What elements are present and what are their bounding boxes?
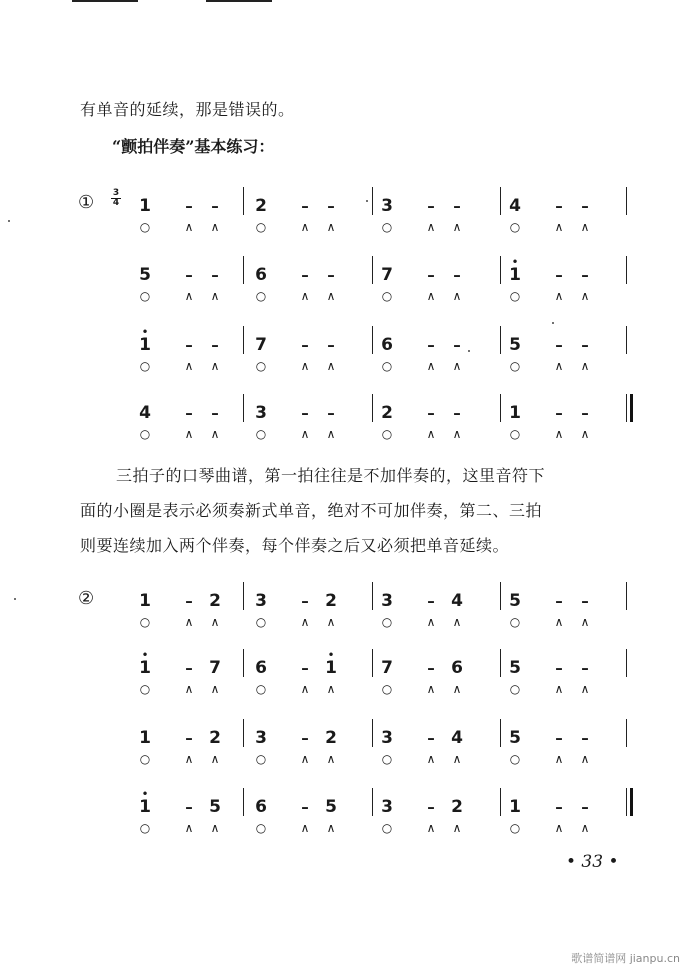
barline xyxy=(500,394,501,422)
single-note-circle: ○ xyxy=(509,359,521,373)
single-note-circle: ○ xyxy=(255,359,267,373)
accompaniment-mark: ∧ xyxy=(184,220,194,234)
note: 7 xyxy=(381,265,393,285)
accompaniment-mark: ∧ xyxy=(326,752,336,766)
sustain-dash: – xyxy=(581,197,589,215)
single-note-circle: ○ xyxy=(255,289,267,303)
accompaniment-mark: ∧ xyxy=(452,289,462,303)
exercise-2-row xyxy=(0,787,690,842)
barline xyxy=(626,326,627,354)
accompaniment-mark: ∧ xyxy=(452,427,462,441)
accompaniment-mark: ∧ xyxy=(580,615,590,629)
accompaniment-mark: ∧ xyxy=(554,359,564,373)
accompaniment-mark: ∧ xyxy=(326,427,336,441)
sustain-dash: – xyxy=(427,729,435,747)
sustain-dash: – xyxy=(185,798,193,816)
sustain-dash: – xyxy=(211,266,219,284)
accompaniment-mark: ∧ xyxy=(452,752,462,766)
exercise-2-row xyxy=(0,648,690,703)
single-note-circle: ○ xyxy=(139,682,151,696)
barline xyxy=(372,394,373,422)
accompaniment-mark: ∧ xyxy=(210,821,220,835)
scan-speck xyxy=(8,220,10,222)
barline xyxy=(372,326,373,354)
note: 2 xyxy=(325,728,337,748)
paragraph-line: 三拍子的口琴曲谱，第一拍往往是不加伴奏的，这里音符下 xyxy=(116,466,546,485)
sustain-dash: – xyxy=(581,798,589,816)
barline xyxy=(243,187,244,215)
accompaniment-mark: ∧ xyxy=(580,359,590,373)
accompaniment-mark: ∧ xyxy=(580,289,590,303)
final-barline xyxy=(626,394,632,422)
single-note-circle: ○ xyxy=(509,427,521,441)
single-note-circle: ○ xyxy=(139,821,151,835)
accompaniment-mark: ∧ xyxy=(300,752,310,766)
single-note-circle: ○ xyxy=(255,821,267,835)
scan-speck xyxy=(366,200,368,202)
accompaniment-mark: ∧ xyxy=(580,752,590,766)
sustain-dash: – xyxy=(453,404,461,422)
sustain-dash: – xyxy=(185,336,193,354)
accompaniment-mark: ∧ xyxy=(426,427,436,441)
barline xyxy=(500,719,501,747)
exercise-2-row xyxy=(0,592,690,636)
sustain-dash: – xyxy=(301,336,309,354)
single-note-circle: ○ xyxy=(381,682,393,696)
single-note-circle: ○ xyxy=(381,752,393,766)
barline xyxy=(372,719,373,747)
sustain-dash: – xyxy=(185,197,193,215)
accompaniment-mark: ∧ xyxy=(300,289,310,303)
note: 4 xyxy=(451,728,463,748)
paragraph-line: 则要连续加入两个伴奏，每个伴奏之后又必须把单音延续。 xyxy=(80,536,510,555)
sustain-dash: – xyxy=(185,592,193,610)
high-octave-dot: • xyxy=(141,648,149,662)
high-octave-dot: • xyxy=(327,648,335,662)
sustain-dash: – xyxy=(301,729,309,747)
accompaniment-mark: ∧ xyxy=(426,289,436,303)
exercise-2-row xyxy=(0,729,690,773)
barline xyxy=(243,649,244,677)
sustain-dash: – xyxy=(453,336,461,354)
sustain-dash: – xyxy=(327,404,335,422)
accompaniment-mark: ∧ xyxy=(426,682,436,696)
barline xyxy=(372,187,373,215)
note: 1 xyxy=(139,196,151,216)
note: 5 xyxy=(325,797,337,817)
accompaniment-mark: ∧ xyxy=(452,615,462,629)
note: 3 xyxy=(255,591,267,611)
accompaniment-mark: ∧ xyxy=(184,682,194,696)
note: 7 xyxy=(255,335,267,355)
barline xyxy=(372,649,373,677)
accompaniment-mark: ∧ xyxy=(184,821,194,835)
barline xyxy=(626,719,627,747)
accompaniment-mark: ∧ xyxy=(326,615,336,629)
note: 6 xyxy=(255,265,267,285)
sustain-dash: – xyxy=(301,404,309,422)
sustain-dash: – xyxy=(427,197,435,215)
single-note-circle: ○ xyxy=(381,427,393,441)
exercise-1-row xyxy=(0,197,690,241)
accompaniment-mark: ∧ xyxy=(326,821,336,835)
note: 1 xyxy=(139,591,151,611)
scan-speck xyxy=(468,350,470,352)
sustain-dash: – xyxy=(555,729,563,747)
barline xyxy=(372,256,373,284)
accompaniment-mark: ∧ xyxy=(326,220,336,234)
note: 2 xyxy=(209,728,221,748)
single-note-circle: ○ xyxy=(255,427,267,441)
sustain-dash: – xyxy=(427,592,435,610)
accompaniment-mark: ∧ xyxy=(580,427,590,441)
note: 1 xyxy=(509,265,521,285)
accompaniment-mark: ∧ xyxy=(210,359,220,373)
single-note-circle: ○ xyxy=(381,615,393,629)
note: 4 xyxy=(451,591,463,611)
accompaniment-mark: ∧ xyxy=(554,427,564,441)
accompaniment-mark: ∧ xyxy=(184,427,194,441)
sustain-dash: – xyxy=(453,266,461,284)
single-note-circle: ○ xyxy=(255,682,267,696)
sustain-dash: – xyxy=(301,659,309,677)
time-signature-top: 3 xyxy=(112,188,120,198)
sustain-dash: – xyxy=(327,266,335,284)
barline xyxy=(500,187,501,215)
accompaniment-mark: ∧ xyxy=(210,615,220,629)
sustain-dash: – xyxy=(581,659,589,677)
single-note-circle: ○ xyxy=(139,359,151,373)
exercise-2-number: ② xyxy=(78,588,95,609)
barline xyxy=(500,788,501,816)
single-note-circle: ○ xyxy=(509,752,521,766)
sustain-dash: – xyxy=(555,197,563,215)
note: 7 xyxy=(381,658,393,678)
single-note-circle: ○ xyxy=(381,220,393,234)
final-barline xyxy=(626,788,632,816)
note: 5 xyxy=(509,591,521,611)
accompaniment-mark: ∧ xyxy=(426,821,436,835)
sustain-dash: – xyxy=(211,197,219,215)
note: 6 xyxy=(381,335,393,355)
barline xyxy=(500,582,501,610)
note: 3 xyxy=(381,196,393,216)
accompaniment-mark: ∧ xyxy=(580,220,590,234)
note: 5 xyxy=(509,335,521,355)
note: 2 xyxy=(451,797,463,817)
accompaniment-mark: ∧ xyxy=(452,220,462,234)
accompaniment-mark: ∧ xyxy=(300,359,310,373)
note: 6 xyxy=(255,658,267,678)
single-note-circle: ○ xyxy=(381,289,393,303)
sustain-dash: – xyxy=(427,404,435,422)
scan-speck xyxy=(14,598,16,600)
single-note-circle: ○ xyxy=(139,289,151,303)
single-note-circle: ○ xyxy=(139,220,151,234)
accompaniment-mark: ∧ xyxy=(326,359,336,373)
sustain-dash: – xyxy=(327,197,335,215)
accompaniment-mark: ∧ xyxy=(426,615,436,629)
note: 1 xyxy=(139,335,151,355)
note: 1 xyxy=(509,403,521,423)
exercise-1-number: ① xyxy=(78,192,95,213)
note: 1 xyxy=(325,658,337,678)
sustain-dash: – xyxy=(301,798,309,816)
sustain-dash: – xyxy=(185,404,193,422)
barline xyxy=(626,649,627,677)
accompaniment-mark: ∧ xyxy=(300,427,310,441)
sustain-dash: – xyxy=(301,266,309,284)
note: 3 xyxy=(381,591,393,611)
single-note-circle: ○ xyxy=(509,615,521,629)
single-note-circle: ○ xyxy=(509,682,521,696)
accompaniment-mark: ∧ xyxy=(554,821,564,835)
barline xyxy=(243,326,244,354)
sustain-dash: – xyxy=(555,404,563,422)
single-note-circle: ○ xyxy=(509,220,521,234)
top-rule-left xyxy=(72,0,138,2)
note: 1 xyxy=(139,728,151,748)
note: 1 xyxy=(509,797,521,817)
accompaniment-mark: ∧ xyxy=(184,752,194,766)
sustain-dash: – xyxy=(427,659,435,677)
exercise-1-row xyxy=(0,325,690,380)
sustain-dash: – xyxy=(581,404,589,422)
barline xyxy=(626,187,627,215)
accompaniment-mark: ∧ xyxy=(580,821,590,835)
accompaniment-mark: ∧ xyxy=(554,682,564,696)
note: 2 xyxy=(325,591,337,611)
section-heading: “颤拍伴奏”基本练习： xyxy=(112,137,275,156)
accompaniment-mark: ∧ xyxy=(300,220,310,234)
sustain-dash: – xyxy=(301,197,309,215)
sustain-dash: – xyxy=(581,336,589,354)
accompaniment-mark: ∧ xyxy=(300,821,310,835)
barline xyxy=(500,649,501,677)
accompaniment-mark: ∧ xyxy=(210,752,220,766)
note: 1 xyxy=(139,658,151,678)
sustain-dash: – xyxy=(427,266,435,284)
accompaniment-mark: ∧ xyxy=(326,289,336,303)
note: 5 xyxy=(509,658,521,678)
scan-speck xyxy=(552,322,554,324)
high-octave-dot: • xyxy=(141,325,149,339)
accompaniment-mark: ∧ xyxy=(554,752,564,766)
barline xyxy=(626,256,627,284)
barline xyxy=(500,256,501,284)
sustain-dash: – xyxy=(185,729,193,747)
sustain-dash: – xyxy=(581,729,589,747)
note: 5 xyxy=(139,265,151,285)
accompaniment-mark: ∧ xyxy=(580,682,590,696)
sustain-dash: – xyxy=(555,266,563,284)
page-number: • 33 • xyxy=(566,852,619,872)
note: 3 xyxy=(255,728,267,748)
note: 4 xyxy=(509,196,521,216)
accompaniment-mark: ∧ xyxy=(210,289,220,303)
accompaniment-mark: ∧ xyxy=(210,220,220,234)
note: 2 xyxy=(381,403,393,423)
accompaniment-mark: ∧ xyxy=(452,682,462,696)
single-note-circle: ○ xyxy=(381,359,393,373)
watermark: 歌谱简谱网 jianpu.cn xyxy=(571,952,680,965)
accompaniment-mark: ∧ xyxy=(210,427,220,441)
accompaniment-mark: ∧ xyxy=(426,220,436,234)
sustain-dash: – xyxy=(211,336,219,354)
note: 4 xyxy=(139,403,151,423)
note: 5 xyxy=(209,797,221,817)
accompaniment-mark: ∧ xyxy=(184,359,194,373)
time-signature-bottom: 4 xyxy=(112,198,120,208)
high-octave-dot: • xyxy=(511,255,519,269)
sustain-dash: – xyxy=(327,336,335,354)
intro-line: 有单音的延续，那是错误的。 xyxy=(80,100,295,119)
barline xyxy=(626,582,627,610)
sustain-dash: – xyxy=(555,798,563,816)
single-note-circle: ○ xyxy=(509,821,521,835)
note: 3 xyxy=(381,797,393,817)
top-rule-right xyxy=(206,0,272,2)
note: 1 xyxy=(139,797,151,817)
accompaniment-mark: ∧ xyxy=(184,289,194,303)
note: 2 xyxy=(209,591,221,611)
single-note-circle: ○ xyxy=(381,821,393,835)
single-note-circle: ○ xyxy=(139,752,151,766)
sustain-dash: – xyxy=(301,592,309,610)
accompaniment-mark: ∧ xyxy=(554,289,564,303)
sustain-dash: – xyxy=(185,659,193,677)
barline xyxy=(372,788,373,816)
exercise-1-row xyxy=(0,255,690,310)
barline xyxy=(243,582,244,610)
barline xyxy=(243,256,244,284)
sustain-dash: – xyxy=(427,798,435,816)
sustain-dash: – xyxy=(453,197,461,215)
accompaniment-mark: ∧ xyxy=(452,359,462,373)
single-note-circle: ○ xyxy=(509,289,521,303)
single-note-circle: ○ xyxy=(255,615,267,629)
note: 6 xyxy=(255,797,267,817)
accompaniment-mark: ∧ xyxy=(426,359,436,373)
accompaniment-mark: ∧ xyxy=(452,821,462,835)
barline xyxy=(500,326,501,354)
accompaniment-mark: ∧ xyxy=(184,615,194,629)
note: 5 xyxy=(509,728,521,748)
accompaniment-mark: ∧ xyxy=(554,615,564,629)
sustain-dash: – xyxy=(185,266,193,284)
sustain-dash: – xyxy=(211,404,219,422)
accompaniment-mark: ∧ xyxy=(426,752,436,766)
note: 3 xyxy=(381,728,393,748)
sustain-dash: – xyxy=(555,659,563,677)
note: 2 xyxy=(255,196,267,216)
single-note-circle: ○ xyxy=(255,752,267,766)
accompaniment-mark: ∧ xyxy=(300,615,310,629)
accompaniment-mark: ∧ xyxy=(326,682,336,696)
sustain-dash: – xyxy=(581,592,589,610)
barline xyxy=(243,788,244,816)
barline xyxy=(243,394,244,422)
accompaniment-mark: ∧ xyxy=(300,682,310,696)
note: 7 xyxy=(209,658,221,678)
accompaniment-mark: ∧ xyxy=(554,220,564,234)
sustain-dash: – xyxy=(427,336,435,354)
barline xyxy=(372,582,373,610)
single-note-circle: ○ xyxy=(139,615,151,629)
single-note-circle: ○ xyxy=(255,220,267,234)
single-note-circle: ○ xyxy=(139,427,151,441)
paragraph-line: 面的小圈是表示必须奏新式单音，绝对不可加伴奏，第二、三拍 xyxy=(80,501,543,520)
sustain-dash: – xyxy=(581,266,589,284)
note: 6 xyxy=(451,658,463,678)
high-octave-dot: • xyxy=(141,787,149,801)
sustain-dash: – xyxy=(555,336,563,354)
barline xyxy=(243,719,244,747)
note: 3 xyxy=(255,403,267,423)
accompaniment-mark: ∧ xyxy=(210,682,220,696)
exercise-1-row xyxy=(0,404,690,448)
sustain-dash: – xyxy=(555,592,563,610)
